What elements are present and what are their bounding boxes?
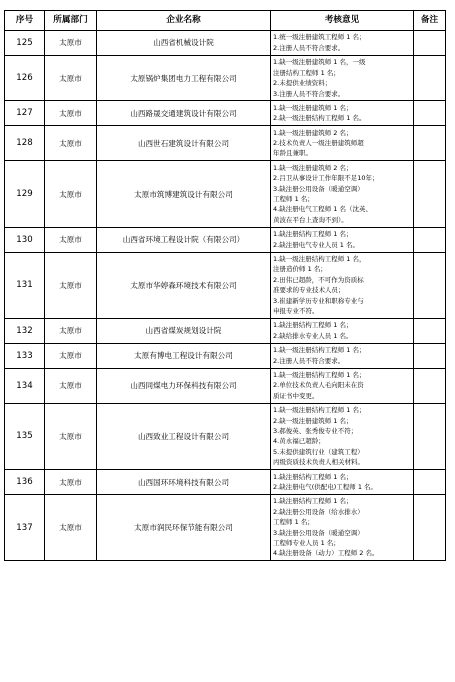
opinion-line: 工程师 1 名； xyxy=(273,518,314,527)
opinion-line: 1.缺注册结构工程师 1 名； xyxy=(273,321,353,330)
header-remarks: 备注 xyxy=(414,11,446,31)
opinion-line: 2.缺注册电气专业人员 1 名。 xyxy=(273,240,359,249)
department-cell: 太原市 xyxy=(45,368,97,403)
serial-number-cell: 126 xyxy=(5,55,45,101)
table-row xyxy=(5,470,446,495)
department-cell: 太原市 xyxy=(45,494,97,560)
table-row xyxy=(5,494,446,560)
opinion-line: 工程师专业人员 1 名； xyxy=(273,539,340,548)
table-row xyxy=(5,368,446,403)
department-cell: 太原市 xyxy=(45,126,97,161)
opinion-line: 2.技术负责人一级注册建筑师超 xyxy=(273,139,364,148)
company-name-cell: 太原市筑博建筑设计有限公司 xyxy=(97,161,271,227)
assessment-opinion-cell xyxy=(271,470,414,495)
serial-number-cell: 133 xyxy=(5,343,45,368)
remarks-cell xyxy=(414,343,446,368)
assessment-opinion-cell xyxy=(271,31,414,56)
opinion-line: 3.郝俊英、张秀俊专业不符； xyxy=(273,427,358,436)
remarks-cell xyxy=(414,494,446,560)
department-cell: 太原市 xyxy=(45,470,97,495)
opinion-line: 2.吕卫从事设计工作年限不足10年； xyxy=(273,174,379,183)
remarks-cell xyxy=(414,101,446,126)
department-cell: 太原市 xyxy=(45,161,97,227)
opinion-line: 1.缺一级注册建筑师 2 名； xyxy=(273,128,353,137)
opinion-line: 2.注册人员不符合要求。 xyxy=(273,356,345,365)
opinion-line: 1.缺一级注册结构工程师 1 名； xyxy=(273,406,366,415)
opinion-line: 3.缺注册公用设备（暖通空调） xyxy=(273,528,364,537)
opinion-line: 年龄且兼职。 xyxy=(273,149,312,158)
table-row xyxy=(5,227,446,252)
department-cell: 太原市 xyxy=(45,252,97,318)
table-row xyxy=(5,252,446,318)
opinion-line: 3.崔建新学历专业和职称专业与 xyxy=(273,296,364,305)
company-name-cell: 山西省机械设计院 xyxy=(97,31,271,56)
opinion-line: 1.缺注册结构工程师 1 名； xyxy=(273,230,353,239)
company-name-cell: 太原市润民环保节能有限公司 xyxy=(97,494,271,560)
opinion-line: 工程师 1 名； xyxy=(273,195,314,204)
serial-number-cell: 137 xyxy=(5,494,45,560)
remarks-cell xyxy=(414,55,446,101)
assessment-opinion-cell xyxy=(271,161,414,227)
opinion-line: 5.未提供建筑行业（建筑工程） xyxy=(273,447,364,456)
department-cell: 太原市 xyxy=(45,318,97,343)
table-row xyxy=(5,318,446,343)
remarks-cell xyxy=(414,161,446,227)
remarks-cell xyxy=(414,368,446,403)
serial-number-cell: 134 xyxy=(5,368,45,403)
table-header-row xyxy=(5,11,446,31)
opinion-line: 2.缺注册电气(供配电)工程师 1 名。 xyxy=(273,483,378,492)
remarks-cell xyxy=(414,31,446,56)
opinion-line: 1.统一级注册建筑工程师 1 名； xyxy=(273,33,366,42)
remarks-cell xyxy=(414,470,446,495)
header-department: 所属部门 xyxy=(45,11,97,31)
opinion-line: 3.缺注册公用设备（暖通空调） xyxy=(273,184,364,193)
opinion-line: 4.缺注册电气工程师 1 名（沈英、 xyxy=(273,205,372,214)
assessment-opinion-cell xyxy=(271,343,414,368)
assessment-opinion-cell xyxy=(271,318,414,343)
serial-number-cell: 129 xyxy=(5,161,45,227)
opinion-line: 3.注册人员不符合要求。 xyxy=(273,89,345,98)
company-name-cell: 太原市华婷森环境技术有限公司 xyxy=(97,252,271,318)
assessment-opinion-cell xyxy=(271,403,414,469)
table-row xyxy=(5,161,446,227)
assessment-opinion-cell xyxy=(271,55,414,101)
serial-number-cell: 135 xyxy=(5,403,45,469)
remarks-cell xyxy=(414,252,446,318)
assessment-opinion-cell xyxy=(271,494,414,560)
header-serial-number: 序号 xyxy=(5,11,45,31)
remarks-cell xyxy=(414,126,446,161)
remarks-cell xyxy=(414,227,446,252)
company-name-cell: 山西省环境工程设计院（有限公司） xyxy=(97,227,271,252)
opinion-line: 2.注册人员不符合要求。 xyxy=(273,43,345,52)
department-cell: 太原市 xyxy=(45,343,97,368)
opinion-line: 注册造价师 1 名； xyxy=(273,265,327,274)
company-name-cell: 山西省煤炭规划设计院 xyxy=(97,318,271,343)
opinion-line: 2.缺注册公用设备（给水排水） xyxy=(273,507,364,516)
header-assessment-opinion: 考核意见 xyxy=(271,11,414,31)
opinion-line: 1.缺一级注册建筑师 1 名，一级 xyxy=(273,58,366,67)
assessment-sheet xyxy=(4,10,445,561)
company-name-cell: 山西同煤电力环保科技有限公司 xyxy=(97,368,271,403)
opinion-line: 1.缺注册结构工程师 1 名； xyxy=(273,472,353,481)
opinion-line: 黄波在平台上查询不到）。 xyxy=(273,215,348,224)
assessment-opinion-cell xyxy=(271,252,414,318)
department-cell: 太原市 xyxy=(45,227,97,252)
opinion-line: 质证书中变更。 xyxy=(273,391,319,400)
table-row xyxy=(5,101,446,126)
table-row xyxy=(5,403,446,469)
remarks-cell xyxy=(414,318,446,343)
header-company-name: 企业名称 xyxy=(97,11,271,31)
table-row xyxy=(5,343,446,368)
table-row xyxy=(5,126,446,161)
opinion-line: 1.缺一级注册结构工程师 1 名； xyxy=(273,346,366,355)
opinion-line: 1.缺一级注册结构工程师 1 名， xyxy=(273,255,366,264)
opinion-line: 准要求的专业技术人员； xyxy=(273,286,345,295)
assessment-table xyxy=(4,10,446,561)
serial-number-cell: 131 xyxy=(5,252,45,318)
serial-number-cell: 125 xyxy=(5,31,45,56)
opinion-line: 2.未提供业绩资料； xyxy=(273,79,332,88)
opinion-line: 1.缺注册结构工程师 1 名； xyxy=(273,497,353,506)
opinion-line: 2.缺给排水专业人员 1 名。 xyxy=(273,331,353,340)
opinion-line: 2.缺一级注册建筑师 1 名； xyxy=(273,416,353,425)
opinion-line: 1.缺一级注册结构工程师 1 名； xyxy=(273,371,366,380)
company-name-cell: 山西致业工程设计有限公司 xyxy=(97,403,271,469)
department-cell: 太原市 xyxy=(45,55,97,101)
serial-number-cell: 136 xyxy=(5,470,45,495)
serial-number-cell: 128 xyxy=(5,126,45,161)
company-name-cell: 山西国环环境科技有限公司 xyxy=(97,470,271,495)
assessment-opinion-cell xyxy=(271,227,414,252)
department-cell: 太原市 xyxy=(45,101,97,126)
assessment-opinion-cell xyxy=(271,368,414,403)
opinion-line: 申报专业不符。 xyxy=(273,307,319,316)
opinion-line: 2.田伟已超龄，不可作为资质标 xyxy=(273,275,364,284)
company-name-cell: 山西世石建筑设计有限公司 xyxy=(97,126,271,161)
serial-number-cell: 127 xyxy=(5,101,45,126)
assessment-opinion-cell xyxy=(271,126,414,161)
opinion-line: 1.缺一级注册建筑师 2 名； xyxy=(273,163,353,172)
opinion-line: 4.黄永福已超龄； xyxy=(273,437,325,446)
assessment-opinion-cell xyxy=(271,101,414,126)
table-body xyxy=(5,31,446,561)
remarks-cell xyxy=(414,403,446,469)
department-cell: 太原市 xyxy=(45,31,97,56)
table-row xyxy=(5,55,446,101)
department-cell: 太原市 xyxy=(45,403,97,469)
opinion-line: 2.单位技术负责人毛向阳未在资 xyxy=(273,381,364,390)
opinion-line: 1.缺一级注册建筑师 1 名； xyxy=(273,103,353,112)
opinion-line: 2.缺一级注册结构工程师 1 名。 xyxy=(273,114,366,123)
serial-number-cell: 132 xyxy=(5,318,45,343)
opinion-line: 4.缺注册设备（动力）工程师 2 名。 xyxy=(273,549,379,558)
opinion-line: 注册结构工程师 1 名； xyxy=(273,68,340,77)
opinion-line: 丙级资质技术负责人相关材料。 xyxy=(273,458,364,467)
serial-number-cell: 130 xyxy=(5,227,45,252)
company-name-cell: 太原锅炉集团电力工程有限公司 xyxy=(97,55,271,101)
company-name-cell: 山西路晟交通建筑设计有限公司 xyxy=(97,101,271,126)
table-row xyxy=(5,31,446,56)
company-name-cell: 太原有博电工程设计有限公司 xyxy=(97,343,271,368)
